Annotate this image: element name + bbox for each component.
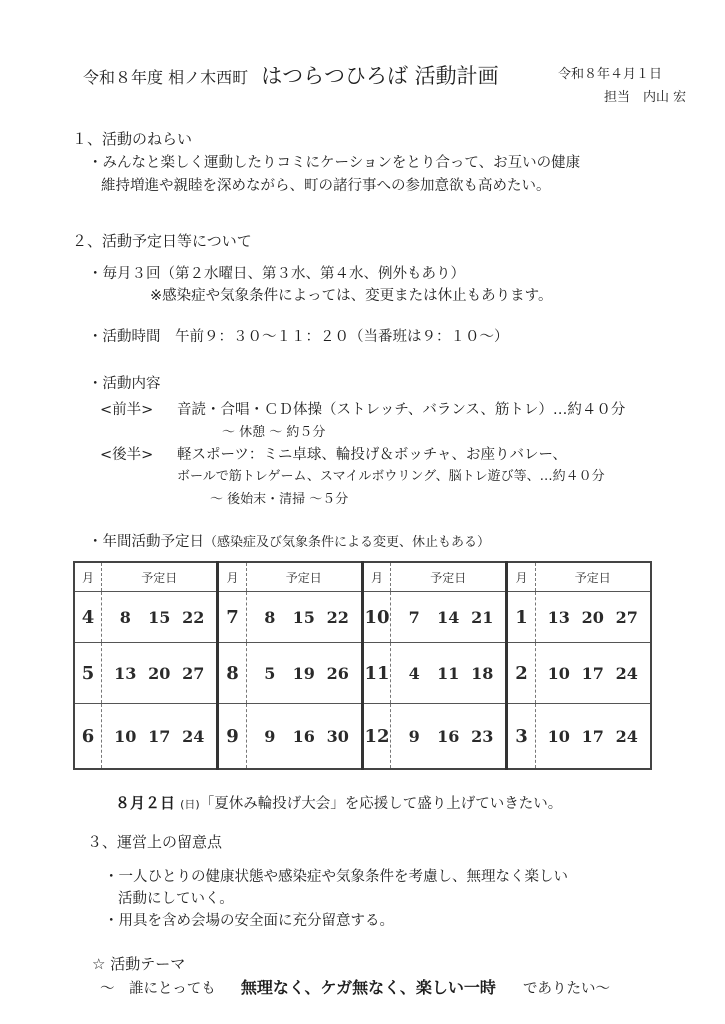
date: 27 bbox=[615, 607, 638, 627]
dates-cell bbox=[535, 704, 651, 770]
first-half-label: <前半> bbox=[100, 402, 154, 418]
section3-line: 活動にしていく。 bbox=[118, 891, 234, 907]
month-cell: 4 bbox=[74, 592, 102, 643]
dates-cell bbox=[535, 643, 651, 704]
date: 11 bbox=[437, 663, 460, 683]
date: 10 bbox=[547, 663, 570, 683]
theme-prefix: ～ 誰にとっても bbox=[100, 981, 216, 997]
date: 8 bbox=[119, 607, 131, 627]
dates-header: 予定日 bbox=[535, 562, 651, 592]
date: 15 bbox=[148, 607, 171, 627]
section3-line: ・用具を含め会場の安全面に充分留意する。 bbox=[104, 913, 394, 929]
date: 10 bbox=[114, 726, 137, 746]
date: 15 bbox=[292, 607, 315, 627]
break-text: ～ 休憩 ～ 約５分 bbox=[222, 425, 326, 440]
month-cell: 8 bbox=[218, 643, 246, 704]
date: 7 bbox=[408, 607, 420, 627]
month-header: 月 bbox=[362, 562, 390, 592]
month-cell: 11 bbox=[362, 643, 390, 704]
date: 5 bbox=[264, 663, 276, 683]
section2-heading: ２、活動予定日等について bbox=[72, 232, 252, 250]
annual-schedule-table bbox=[73, 561, 652, 770]
section1-line: ・みんなと楽しく運動したりコミにケーションをとり合って、お互いの健康 bbox=[88, 155, 581, 171]
date: 24 bbox=[182, 726, 205, 746]
table-row bbox=[74, 643, 651, 704]
date: 14 bbox=[437, 607, 460, 627]
date: 17 bbox=[581, 663, 604, 683]
content-heading: ・活動内容 bbox=[88, 376, 161, 392]
date: 17 bbox=[581, 726, 604, 746]
dates-cell bbox=[246, 592, 362, 643]
date: 30 bbox=[326, 726, 349, 746]
second-half-text-2: ボールで筋トレゲーム、スマイルボウリング、脳トレ遊び等、…約４０分 bbox=[177, 469, 605, 484]
title-prefix: 令和８年度 相ノ木西町 bbox=[83, 68, 249, 87]
cleanup-text: ～ 後始末・清掃 ～５分 bbox=[210, 492, 349, 507]
date: 18 bbox=[471, 663, 494, 683]
second-half-text: 軽スポーツ：ミニ卓球、輪投げ＆ボッチャ、お座りバレー、 bbox=[177, 447, 567, 463]
event-text: 「夏休み輪投げ大会」を応援して盛り上げていきたい。 bbox=[199, 796, 563, 812]
date: 9 bbox=[264, 726, 276, 746]
date: 23 bbox=[471, 726, 494, 746]
date: 8 bbox=[264, 607, 276, 627]
month-cell: 9 bbox=[218, 704, 246, 770]
month-header: 月 bbox=[507, 562, 535, 592]
dates-cell bbox=[535, 592, 651, 643]
theme-line bbox=[100, 975, 610, 998]
date: 20 bbox=[581, 607, 604, 627]
month-cell: 2 bbox=[507, 643, 535, 704]
dates-cell bbox=[246, 704, 362, 770]
date: 4 bbox=[408, 663, 420, 683]
table-row bbox=[74, 592, 651, 643]
month-cell: 3 bbox=[507, 704, 535, 770]
date: 10 bbox=[547, 726, 570, 746]
month-cell: 10 bbox=[362, 592, 390, 643]
frequency-text: ・毎月３回（第２水曜日、第３水、第４水、例外もあり） bbox=[88, 266, 465, 282]
document-date: 令和８年４月１日 bbox=[558, 67, 663, 82]
month-cell: 7 bbox=[218, 592, 246, 643]
document-owner: 担当 内山 宏 bbox=[604, 90, 687, 105]
frequency-note: ※感染症や気象条件によっては、変更または休止もあります。 bbox=[150, 288, 553, 304]
date: 13 bbox=[547, 607, 570, 627]
annual-schedule-heading bbox=[88, 530, 490, 551]
first-half-text: 音読・合唱・ＣＤ体操（ストレッチ、バランス、筋トレ）…約４０分 bbox=[177, 402, 626, 418]
month-header: 月 bbox=[74, 562, 102, 592]
document-title bbox=[83, 60, 499, 90]
theme-heading: ☆ 活動テーマ bbox=[92, 955, 186, 973]
activity-time: ・活動時間 午前９：３０～１１：２０（当番班は９：１０～） bbox=[88, 329, 509, 345]
date: 27 bbox=[182, 663, 205, 683]
section1-heading: １、活動のねらい bbox=[72, 130, 193, 148]
section3-line: ・一人ひとりの健康状態や感染症や気象条件を考慮し、無理なく楽しい bbox=[104, 869, 568, 885]
date: 22 bbox=[326, 607, 349, 627]
date: 16 bbox=[437, 726, 460, 746]
dates-cell bbox=[102, 704, 218, 770]
month-cell: 1 bbox=[507, 592, 535, 643]
date: 21 bbox=[471, 607, 494, 627]
title-main: はつらつひろば 活動計画 bbox=[261, 64, 499, 88]
theme-suffix: でありたい～ bbox=[522, 981, 610, 997]
annual-heading: ・年間活動予定日 bbox=[88, 534, 204, 550]
theme-highlight: 無理なく、ケガ無なく、楽しい一時 bbox=[240, 978, 496, 997]
date: 19 bbox=[292, 663, 315, 683]
date: 16 bbox=[292, 726, 315, 746]
table-header-row bbox=[74, 562, 651, 592]
date: 13 bbox=[114, 663, 137, 683]
month-cell: 6 bbox=[74, 704, 102, 770]
dates-cell bbox=[391, 592, 507, 643]
second-half-label: <後半> bbox=[100, 447, 154, 463]
annual-note: （感染症及び気象条件による変更、休止もある） bbox=[204, 535, 491, 550]
dates-header: 予定日 bbox=[102, 562, 218, 592]
dates-cell bbox=[102, 592, 218, 643]
dates-cell bbox=[246, 643, 362, 704]
table-row bbox=[74, 704, 651, 770]
dates-cell bbox=[391, 643, 507, 704]
event-line bbox=[115, 792, 562, 813]
event-weekday: (日) bbox=[180, 798, 200, 811]
dates-cell bbox=[391, 704, 507, 770]
month-header: 月 bbox=[218, 562, 246, 592]
event-date: ８月２日 bbox=[115, 794, 176, 812]
date: 26 bbox=[326, 663, 349, 683]
date: 24 bbox=[615, 726, 638, 746]
month-cell: 12 bbox=[362, 704, 390, 770]
date: 9 bbox=[408, 726, 420, 746]
section3-heading: ３、運営上の留意点 bbox=[87, 833, 223, 851]
date: 24 bbox=[615, 663, 638, 683]
date: 20 bbox=[148, 663, 171, 683]
date: 22 bbox=[182, 607, 205, 627]
month-cell: 5 bbox=[74, 643, 102, 704]
dates-cell bbox=[102, 643, 218, 704]
dates-header: 予定日 bbox=[246, 562, 362, 592]
dates-header: 予定日 bbox=[391, 562, 507, 592]
date: 17 bbox=[148, 726, 171, 746]
section1-line: 維持増進や親睦を深めながら、町の諸行事への参加意欲も高めたい。 bbox=[101, 178, 551, 194]
